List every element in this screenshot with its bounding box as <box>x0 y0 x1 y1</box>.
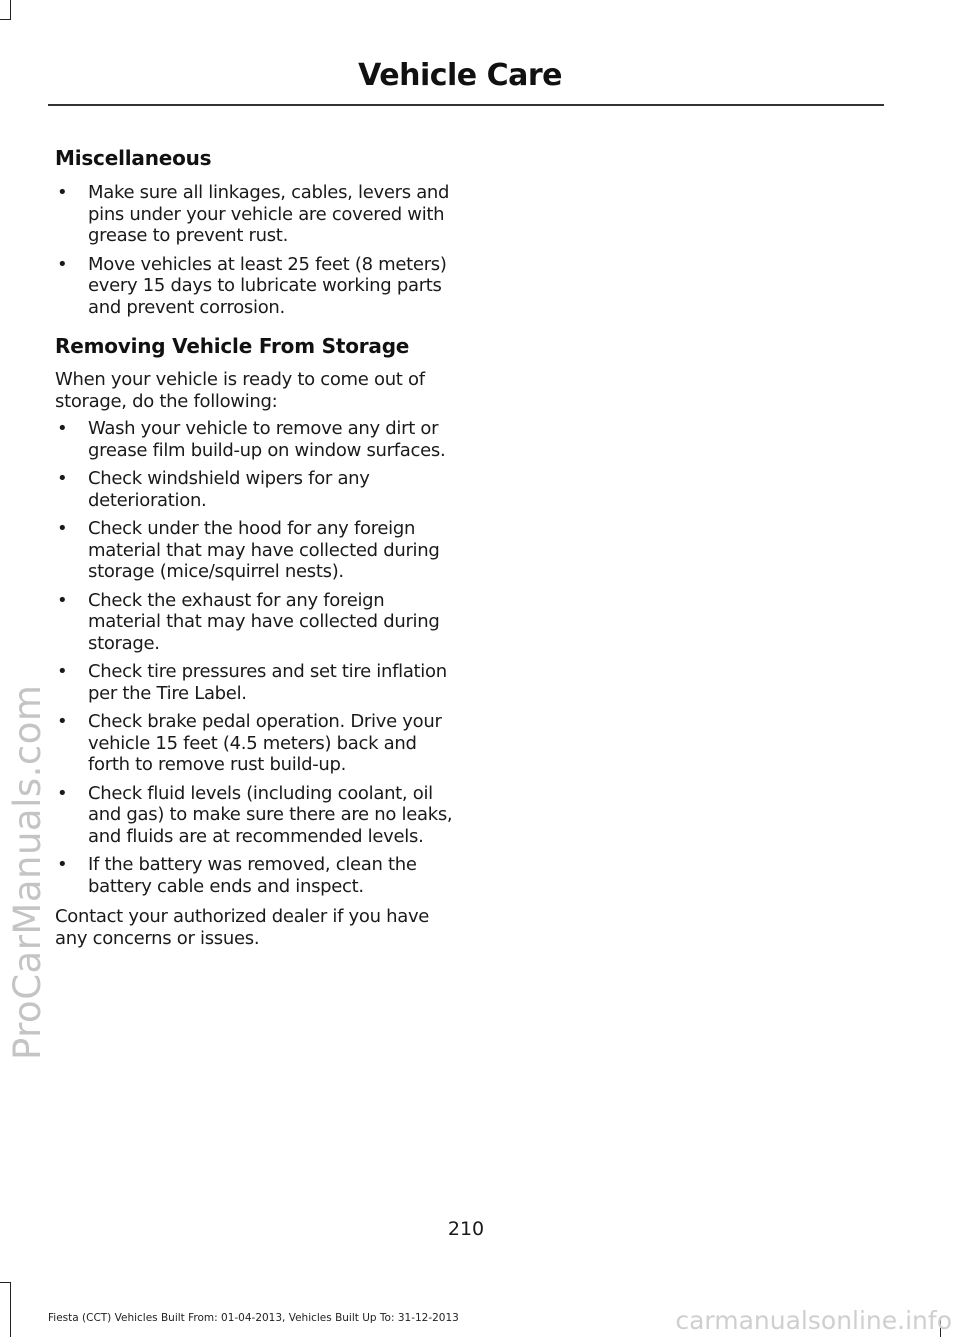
list-item: • If the battery was removed, clean the battery cable ends and inspect. <box>57 854 417 897</box>
removing-list <box>55 418 455 897</box>
list-item: • Check the exhaust for any foreign material that may have collected during storage. <box>57 589 440 654</box>
list-item: • Check brake pedal operation. Drive your vehicle 15 feet (4.5 meters) back and forth to remove rust build-up. <box>57 711 442 775</box>
removing-intro: When your vehicle is ready to come out of storage, do the following: <box>55 369 425 412</box>
list-item: • Check under the hood for any foreign material that may have collected during storage (mice/squirrel nests). <box>57 518 440 582</box>
footer-text: Fiesta (CCT) Vehicles Built From: 01-04-2013, Vehicles Built Up To: 31-12-2013 <box>48 1312 459 1324</box>
list-item: • Check windshield wipers for any deterioration. <box>57 468 370 511</box>
section-title: Vehicle Care <box>358 58 562 93</box>
crop-mark-bottom-left-h <box>0 1282 11 1283</box>
list-item: • Check fluid levels (including coolant, oil and gas) to make sure there are no leaks, and fluids are at recommended levels. <box>57 782 453 847</box>
heading-removing-vehicle-from-storage: Removing Vehicle From Storage <box>55 334 410 358</box>
page-number: 210 <box>447 1218 485 1240</box>
crop-mark-top-left-h <box>0 19 11 20</box>
list-item: • Move vehicles at least 25 feet (8 meters) every 15 days to lubricate working parts and prevent corrosion. <box>57 253 447 318</box>
header-rule <box>48 104 884 106</box>
list-item: • Wash your vehicle to remove any dirt or grease film build-up on window surfaces. <box>57 418 446 461</box>
crop-mark-top-left <box>10 0 11 19</box>
crop-mark-bottom-left <box>10 1282 11 1337</box>
content-column <box>55 146 455 949</box>
closing-paragraph: Contact your authorized dealer if you have any concerns or issues. <box>55 906 430 949</box>
miscellaneous-list <box>55 182 455 318</box>
list-item: • Make sure all linkages, cables, levers and pins under your vehicle are covered with grease to prevent rust. <box>57 182 450 246</box>
watermark-side: ProCarManuals.com <box>6 684 49 1060</box>
watermark-bottom: carmanualsonline.info <box>675 1306 952 1335</box>
heading-miscellaneous: Miscellaneous <box>55 146 212 170</box>
list-item: • Check tire pressures and set tire inflation per the Tire Label. <box>57 661 447 704</box>
